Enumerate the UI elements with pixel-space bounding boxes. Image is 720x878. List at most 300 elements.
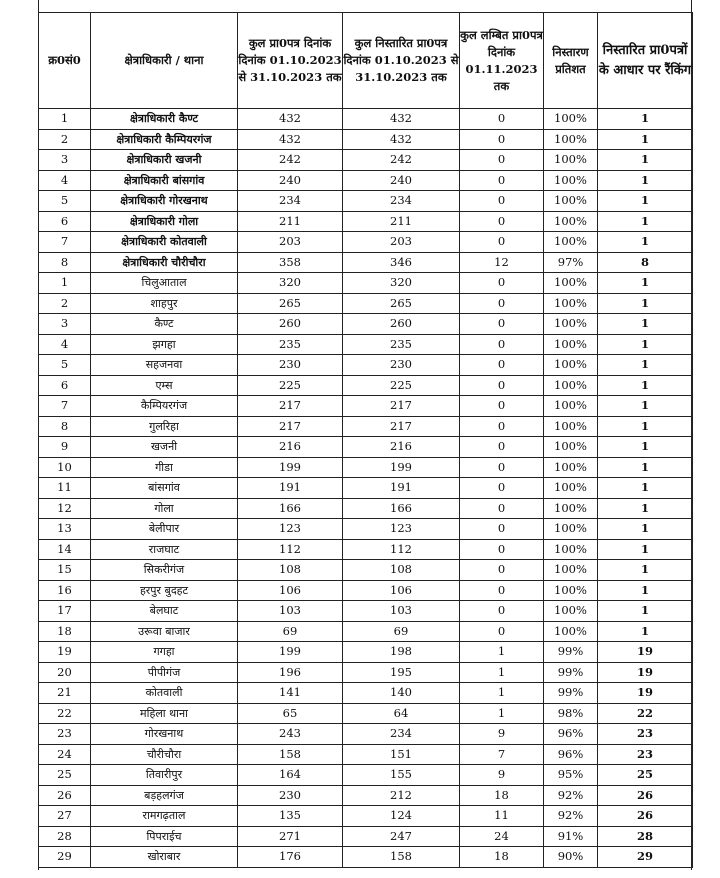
- cell-officer-station: क्षेत्राधिकारी कैम्पियरगंज: [91, 129, 238, 150]
- cell-percent: 100%: [544, 150, 598, 171]
- table-row: [39, 232, 693, 253]
- cell-disposed: 203: [343, 232, 460, 253]
- cell-rank: 1: [598, 129, 693, 150]
- cell-percent: 99%: [544, 683, 598, 704]
- cell-total: 141: [238, 683, 343, 704]
- cell-rank: 1: [598, 293, 693, 314]
- table-row: [39, 109, 693, 130]
- cell-disposed: 191: [343, 478, 460, 499]
- cell-pending: 0: [460, 601, 544, 622]
- cell-disposed: 158: [343, 847, 460, 868]
- cell-serial-number: 2: [39, 293, 91, 314]
- cell-serial-number: 29: [39, 847, 91, 868]
- cell-rank: 22: [598, 703, 693, 724]
- cell-rank: 1: [598, 314, 693, 335]
- cell-serial-number: 7: [39, 232, 91, 253]
- cell-officer-station: पीपीगंज: [91, 662, 238, 683]
- cell-percent: 100%: [544, 478, 598, 499]
- cell-rank: 1: [598, 560, 693, 581]
- cell-disposed: 234: [343, 724, 460, 745]
- cell-serial-number: 22: [39, 703, 91, 724]
- cell-serial-number: 3: [39, 314, 91, 335]
- cell-total: 243: [238, 724, 343, 745]
- cell-total: 123: [238, 519, 343, 540]
- cell-pending: 9: [460, 724, 544, 745]
- cell-disposed: 140: [343, 683, 460, 704]
- cell-officer-station: क्षेत्राधिकारी खजनी: [91, 150, 238, 171]
- cell-rank: 23: [598, 744, 693, 765]
- cell-disposed: 166: [343, 498, 460, 519]
- cell-total: 158: [238, 744, 343, 765]
- cell-total: 199: [238, 457, 343, 478]
- cell-total: 191: [238, 478, 343, 499]
- cell-percent: 100%: [544, 129, 598, 150]
- cell-disposed: 260: [343, 314, 460, 335]
- cell-disposed: 432: [343, 109, 460, 130]
- cell-percent: 91%: [544, 826, 598, 847]
- table-row: [39, 785, 693, 806]
- cell-total: 240: [238, 170, 343, 191]
- cell-percent: 96%: [544, 724, 598, 745]
- table-row: [39, 293, 693, 314]
- cell-pending: 0: [460, 232, 544, 253]
- cell-officer-station: गोरखनाथ: [91, 724, 238, 745]
- cell-officer-station: उरूवा बाजार: [91, 621, 238, 642]
- table-row: [39, 334, 693, 355]
- cell-serial-number: 3: [39, 150, 91, 171]
- cell-disposed: 106: [343, 580, 460, 601]
- cell-officer-station: क्षेत्राधिकारी गोरखनाथ: [91, 191, 238, 212]
- header-officer-station: क्षेत्राधिकारी / थाना: [91, 13, 238, 109]
- cell-serial-number: 23: [39, 724, 91, 745]
- cell-serial-number: 5: [39, 355, 91, 376]
- cell-disposed: 217: [343, 416, 460, 437]
- cell-pending: 1: [460, 683, 544, 704]
- cell-pending: 18: [460, 847, 544, 868]
- table-row: [39, 539, 693, 560]
- cell-pending: 0: [460, 293, 544, 314]
- cell-officer-station: खजनी: [91, 437, 238, 458]
- table-body: [39, 109, 693, 868]
- cell-percent: 98%: [544, 703, 598, 724]
- cell-total: 106: [238, 580, 343, 601]
- cell-total: 230: [238, 785, 343, 806]
- cell-rank: 23: [598, 724, 693, 745]
- header-total-applications: कुल प्रा0पत्र दिनांक दिनांक 01.10.2023 से 31.10.2023 तक: [238, 13, 343, 109]
- cell-total: 235: [238, 334, 343, 355]
- cell-officer-station: कैण्ट: [91, 314, 238, 335]
- cell-disposed: 151: [343, 744, 460, 765]
- cell-rank: 26: [598, 785, 693, 806]
- cell-total: 234: [238, 191, 343, 212]
- cell-disposed: 242: [343, 150, 460, 171]
- cell-disposed: 198: [343, 642, 460, 663]
- cell-disposed: 155: [343, 765, 460, 786]
- cell-pending: 0: [460, 273, 544, 294]
- cell-officer-station: बड़हलगंज: [91, 785, 238, 806]
- table-row: [39, 806, 693, 827]
- cell-serial-number: 10: [39, 457, 91, 478]
- cell-pending: 0: [460, 375, 544, 396]
- cell-serial-number: 7: [39, 396, 91, 417]
- cell-total: 166: [238, 498, 343, 519]
- cell-disposed: 212: [343, 785, 460, 806]
- table-row: [39, 314, 693, 335]
- cell-officer-station: गोला: [91, 498, 238, 519]
- cell-rank: 1: [598, 601, 693, 622]
- cell-serial-number: 15: [39, 560, 91, 581]
- cell-officer-station: चिलुआताल: [91, 273, 238, 294]
- cell-percent: 100%: [544, 334, 598, 355]
- cell-serial-number: 8: [39, 416, 91, 437]
- cell-total: 108: [238, 560, 343, 581]
- table-row: [39, 519, 693, 540]
- table-row: [39, 847, 693, 868]
- cell-rank: 1: [598, 416, 693, 437]
- cell-serial-number: 1: [39, 273, 91, 294]
- cell-rank: 25: [598, 765, 693, 786]
- cell-disposed: 432: [343, 129, 460, 150]
- cell-disposed: 124: [343, 806, 460, 827]
- cell-rank: 1: [598, 498, 693, 519]
- cell-pending: 0: [460, 416, 544, 437]
- cell-pending: 0: [460, 437, 544, 458]
- cell-disposed: 247: [343, 826, 460, 847]
- cell-officer-station: बांसगांव: [91, 478, 238, 499]
- cell-rank: 26: [598, 806, 693, 827]
- cell-percent: 100%: [544, 519, 598, 540]
- cell-disposed: 69: [343, 621, 460, 642]
- cell-percent: 100%: [544, 457, 598, 478]
- cell-total: 320: [238, 273, 343, 294]
- cell-serial-number: 14: [39, 539, 91, 560]
- table-row: [39, 252, 693, 273]
- cell-percent: 95%: [544, 765, 598, 786]
- cell-rank: 8: [598, 252, 693, 273]
- cell-rank: 1: [598, 273, 693, 294]
- cell-rank: 28: [598, 826, 693, 847]
- table-row: [39, 826, 693, 847]
- cell-rank: 1: [598, 375, 693, 396]
- cell-serial-number: 4: [39, 334, 91, 355]
- cell-total: 65: [238, 703, 343, 724]
- cell-serial-number: 17: [39, 601, 91, 622]
- table-row: [39, 375, 693, 396]
- cell-percent: 92%: [544, 785, 598, 806]
- cell-pending: 0: [460, 334, 544, 355]
- cell-pending: 0: [460, 109, 544, 130]
- table-row: [39, 457, 693, 478]
- cell-total: 271: [238, 826, 343, 847]
- cell-rank: 1: [598, 232, 693, 253]
- cell-officer-station: पिपराईच: [91, 826, 238, 847]
- cell-rank: 1: [598, 621, 693, 642]
- cell-officer-station: महिला थाना: [91, 703, 238, 724]
- header-ranking: निस्तारित प्रा0पत्रों के आधार पर रैंकिंग: [598, 13, 693, 109]
- cell-serial-number: 6: [39, 211, 91, 232]
- cell-total: 432: [238, 129, 343, 150]
- table-row: [39, 662, 693, 683]
- cell-disposed: 108: [343, 560, 460, 581]
- cell-rank: 1: [598, 396, 693, 417]
- cell-officer-station: एम्स: [91, 375, 238, 396]
- header-serial-number: क्र0सं0: [39, 13, 91, 109]
- cell-serial-number: 26: [39, 785, 91, 806]
- cell-pending: 0: [460, 457, 544, 478]
- cell-total: 211: [238, 211, 343, 232]
- cell-total: 265: [238, 293, 343, 314]
- cell-officer-station: गगहा: [91, 642, 238, 663]
- cell-percent: 100%: [544, 170, 598, 191]
- table-header: [39, 13, 693, 109]
- cell-total: 199: [238, 642, 343, 663]
- cell-officer-station: सिकरीगंज: [91, 560, 238, 581]
- cell-disposed: 64: [343, 703, 460, 724]
- table-row: [39, 765, 693, 786]
- cell-officer-station: चौरीचौरा: [91, 744, 238, 765]
- cell-total: 358: [238, 252, 343, 273]
- table-row: [39, 560, 693, 581]
- cell-officer-station: रामगढ़ताल: [91, 806, 238, 827]
- table-row: [39, 498, 693, 519]
- cell-serial-number: 28: [39, 826, 91, 847]
- header-row: [39, 13, 693, 109]
- cell-total: 230: [238, 355, 343, 376]
- cell-disposed: 234: [343, 191, 460, 212]
- table-row: [39, 683, 693, 704]
- cell-pending: 0: [460, 129, 544, 150]
- cell-rank: 29: [598, 847, 693, 868]
- cell-total: 69: [238, 621, 343, 642]
- cell-disposed: 230: [343, 355, 460, 376]
- cell-officer-station: राजघाट: [91, 539, 238, 560]
- cell-serial-number: 25: [39, 765, 91, 786]
- cell-disposed: 216: [343, 437, 460, 458]
- table-row: [39, 642, 693, 663]
- cell-serial-number: 6: [39, 375, 91, 396]
- cell-pending: 24: [460, 826, 544, 847]
- cell-percent: 100%: [544, 498, 598, 519]
- cell-disposed: 235: [343, 334, 460, 355]
- cell-serial-number: 20: [39, 662, 91, 683]
- cell-officer-station: कोतवाली: [91, 683, 238, 704]
- cell-pending: 7: [460, 744, 544, 765]
- header-disposal-percent: निस्तारण प्रतिशत: [544, 13, 598, 109]
- cell-serial-number: 4: [39, 170, 91, 191]
- cell-pending: 0: [460, 560, 544, 581]
- cell-pending: 1: [460, 703, 544, 724]
- cell-disposed: 240: [343, 170, 460, 191]
- cell-disposed: 217: [343, 396, 460, 417]
- cell-serial-number: 27: [39, 806, 91, 827]
- table-row: [39, 191, 693, 212]
- cell-total: 135: [238, 806, 343, 827]
- cell-percent: 100%: [544, 109, 598, 130]
- cell-percent: 100%: [544, 539, 598, 560]
- cell-pending: 0: [460, 211, 544, 232]
- table-row: [39, 211, 693, 232]
- cell-rank: 1: [598, 580, 693, 601]
- cell-pending: 0: [460, 355, 544, 376]
- cell-rank: 1: [598, 191, 693, 212]
- table-row: [39, 703, 693, 724]
- cell-disposed: 195: [343, 662, 460, 683]
- cell-serial-number: 24: [39, 744, 91, 765]
- cell-serial-number: 12: [39, 498, 91, 519]
- cell-percent: 100%: [544, 601, 598, 622]
- header-disposed-applications: कुल निस्तारित प्रा0पत्र दिनांक 01.10.2023 से 31.10.2023 तक: [343, 13, 460, 109]
- cell-rank: 1: [598, 211, 693, 232]
- cell-percent: 97%: [544, 252, 598, 273]
- cell-total: 112: [238, 539, 343, 560]
- cell-officer-station: क्षेत्राधिकारी कैण्ट: [91, 109, 238, 130]
- cell-total: 432: [238, 109, 343, 130]
- header-pending-applications: कुल लम्बित प्रा0पत्र दिनांक 01.11.2023 तक: [460, 13, 544, 109]
- cell-disposed: 199: [343, 457, 460, 478]
- table-row: [39, 129, 693, 150]
- cell-percent: 100%: [544, 314, 598, 335]
- cell-serial-number: 2: [39, 129, 91, 150]
- cell-percent: 100%: [544, 273, 598, 294]
- cell-officer-station: हरपुर बुदहट: [91, 580, 238, 601]
- cell-rank: 1: [598, 519, 693, 540]
- cell-officer-station: गुलरिहा: [91, 416, 238, 437]
- cell-pending: 0: [460, 478, 544, 499]
- cell-total: 216: [238, 437, 343, 458]
- cell-disposed: 123: [343, 519, 460, 540]
- cell-percent: 100%: [544, 621, 598, 642]
- cell-rank: 1: [598, 334, 693, 355]
- cell-pending: 0: [460, 519, 544, 540]
- cell-disposed: 346: [343, 252, 460, 273]
- cell-disposed: 320: [343, 273, 460, 294]
- table-row: [39, 416, 693, 437]
- cell-rank: 1: [598, 478, 693, 499]
- cell-pending: 0: [460, 498, 544, 519]
- cell-pending: 0: [460, 539, 544, 560]
- cell-serial-number: 16: [39, 580, 91, 601]
- cell-pending: 0: [460, 170, 544, 191]
- cell-pending: 1: [460, 662, 544, 683]
- table-row: [39, 601, 693, 622]
- cell-percent: 100%: [544, 293, 598, 314]
- cell-serial-number: 19: [39, 642, 91, 663]
- cell-officer-station: खोराबार: [91, 847, 238, 868]
- table-row: [39, 621, 693, 642]
- cell-disposed: 103: [343, 601, 460, 622]
- cell-serial-number: 21: [39, 683, 91, 704]
- cell-total: 196: [238, 662, 343, 683]
- cell-serial-number: 8: [39, 252, 91, 273]
- table-row: [39, 724, 693, 745]
- cell-pending: 0: [460, 191, 544, 212]
- cell-rank: 1: [598, 170, 693, 191]
- cell-officer-station: क्षेत्राधिकारी कोतवाली: [91, 232, 238, 253]
- cell-pending: 0: [460, 396, 544, 417]
- cell-disposed: 225: [343, 375, 460, 396]
- cell-officer-station: बेलीपार: [91, 519, 238, 540]
- cell-pending: 0: [460, 580, 544, 601]
- table-row: [39, 478, 693, 499]
- cell-percent: 100%: [544, 580, 598, 601]
- cell-officer-station: क्षेत्राधिकारी गोला: [91, 211, 238, 232]
- cell-disposed: 211: [343, 211, 460, 232]
- cell-percent: 100%: [544, 211, 598, 232]
- cell-total: 217: [238, 396, 343, 417]
- cell-percent: 99%: [544, 662, 598, 683]
- cell-pending: 0: [460, 314, 544, 335]
- cell-serial-number: 1: [39, 109, 91, 130]
- cell-pending: 9: [460, 765, 544, 786]
- cell-serial-number: 18: [39, 621, 91, 642]
- cell-total: 103: [238, 601, 343, 622]
- cell-rank: 19: [598, 662, 693, 683]
- cell-pending: 11: [460, 806, 544, 827]
- cell-percent: 92%: [544, 806, 598, 827]
- cell-total: 203: [238, 232, 343, 253]
- disposal-ranking-table: [38, 12, 693, 868]
- cell-percent: 96%: [544, 744, 598, 765]
- cell-percent: 100%: [544, 396, 598, 417]
- cell-disposed: 112: [343, 539, 460, 560]
- cell-percent: 100%: [544, 375, 598, 396]
- cell-total: 164: [238, 765, 343, 786]
- cell-pending: 12: [460, 252, 544, 273]
- table-row: [39, 150, 693, 171]
- cell-rank: 1: [598, 539, 693, 560]
- cell-rank: 1: [598, 150, 693, 171]
- cell-rank: 1: [598, 437, 693, 458]
- cell-serial-number: 9: [39, 437, 91, 458]
- cell-total: 217: [238, 416, 343, 437]
- cell-rank: 1: [598, 109, 693, 130]
- cell-total: 242: [238, 150, 343, 171]
- table-row: [39, 396, 693, 417]
- cell-percent: 99%: [544, 642, 598, 663]
- table-row: [39, 170, 693, 191]
- cell-officer-station: शाहपुर: [91, 293, 238, 314]
- cell-percent: 100%: [544, 437, 598, 458]
- cell-percent: 100%: [544, 355, 598, 376]
- cell-pending: 1: [460, 642, 544, 663]
- cell-officer-station: कैम्पियरगंज: [91, 396, 238, 417]
- cell-serial-number: 5: [39, 191, 91, 212]
- cell-rank: 1: [598, 355, 693, 376]
- cell-pending: 0: [460, 621, 544, 642]
- cell-officer-station: क्षेत्राधिकारी बांसगांव: [91, 170, 238, 191]
- cell-disposed: 265: [343, 293, 460, 314]
- table-row: [39, 355, 693, 376]
- cell-serial-number: 13: [39, 519, 91, 540]
- table-row: [39, 273, 693, 294]
- cell-pending: 18: [460, 785, 544, 806]
- cell-rank: 1: [598, 457, 693, 478]
- cell-officer-station: गीडा: [91, 457, 238, 478]
- table-row: [39, 437, 693, 458]
- cell-percent: 100%: [544, 416, 598, 437]
- cell-officer-station: क्षेत्राधिकारी चौरीचौरा: [91, 252, 238, 273]
- cell-officer-station: बेलघाट: [91, 601, 238, 622]
- cell-total: 225: [238, 375, 343, 396]
- cell-pending: 0: [460, 150, 544, 171]
- cell-rank: 19: [598, 642, 693, 663]
- cell-rank: 19: [598, 683, 693, 704]
- cell-percent: 100%: [544, 560, 598, 581]
- cell-percent: 100%: [544, 191, 598, 212]
- cell-officer-station: सहजनवा: [91, 355, 238, 376]
- cell-total: 260: [238, 314, 343, 335]
- table-row: [39, 744, 693, 765]
